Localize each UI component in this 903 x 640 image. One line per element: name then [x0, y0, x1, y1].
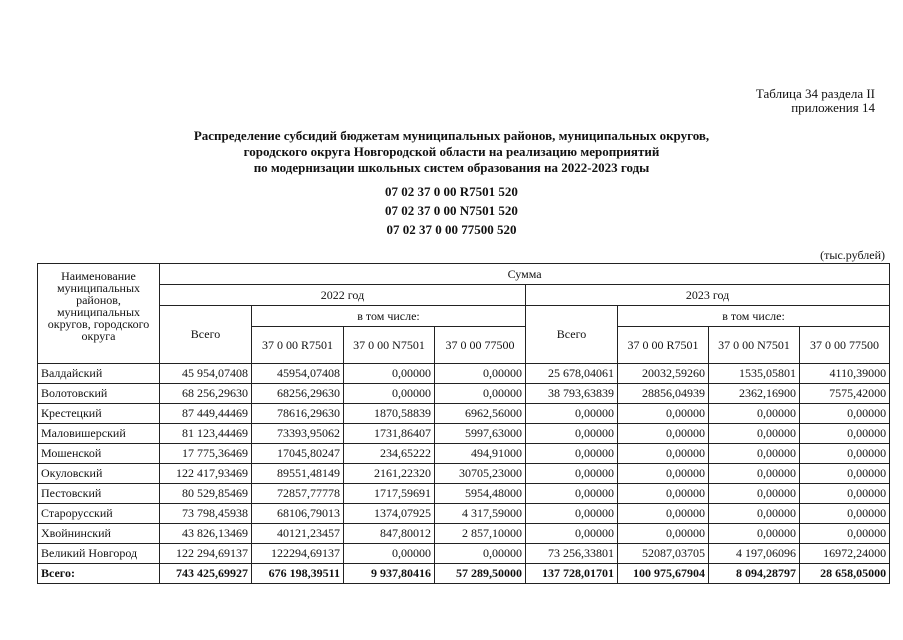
column-header-including-2022: в том числе:: [252, 306, 526, 327]
total-value: 137 728,01701: [526, 564, 618, 584]
cell-value: 0,00000: [526, 524, 618, 544]
district-name: Пестовский: [38, 484, 160, 504]
title-line-2: городского округа Новгородской области на реализацию мероприятий: [243, 144, 660, 159]
column-header-sum: Сумма: [160, 264, 890, 285]
total-value: 100 975,67904: [618, 564, 709, 584]
cell-value: 2161,22320: [344, 464, 435, 484]
district-name: Крестецкий: [38, 404, 160, 424]
cell-value: 0,00000: [800, 504, 890, 524]
total-value: 743 425,69927: [160, 564, 252, 584]
budget-codes: [0, 182, 903, 239]
total-row: [38, 564, 890, 584]
column-header-n7501-2023: 37 0 00 N7501: [709, 327, 800, 364]
title-line-1: Распределение субсидий бюджетам муниципальных районов, муниципальных округов,: [193, 128, 710, 143]
column-header-total-2022: Всего: [160, 306, 252, 364]
cell-value: 0,00000: [618, 524, 709, 544]
cell-value: 30705,23000: [435, 464, 526, 484]
table-row: [38, 524, 890, 544]
cell-value: 122 294,69137: [160, 544, 252, 564]
cell-value: 0,00000: [618, 424, 709, 444]
cell-value: 0,00000: [435, 544, 526, 564]
table-row: [38, 484, 890, 504]
district-name: Хвойнинский: [38, 524, 160, 544]
column-header-r7501-2023: 37 0 00 R7501: [618, 327, 709, 364]
table-row: [38, 404, 890, 424]
reference-line-2: приложения 14: [791, 100, 875, 115]
column-header-year-2023: 2023 год: [526, 285, 890, 306]
cell-value: 16972,24000: [800, 544, 890, 564]
cell-value: 5954,48000: [435, 484, 526, 504]
subsidy-table: [37, 263, 890, 584]
cell-value: 2362,16900: [709, 384, 800, 404]
district-name: Старорусский: [38, 504, 160, 524]
budget-code-1: 07 02 37 0 00 R7501 520: [385, 184, 518, 199]
cell-value: 17045,80247: [252, 444, 344, 464]
cell-value: 0,00000: [800, 484, 890, 504]
budget-code-2: 07 02 37 0 00 N7501 520: [385, 203, 518, 218]
cell-value: 73 256,33801: [526, 544, 618, 564]
cell-value: 80 529,85469: [160, 484, 252, 504]
cell-value: 0,00000: [435, 384, 526, 404]
district-name: Маловишерский: [38, 424, 160, 444]
cell-value: 25 678,04061: [526, 364, 618, 384]
cell-value: 40121,23457: [252, 524, 344, 544]
cell-value: 68106,79013: [252, 504, 344, 524]
cell-value: 1535,05801: [709, 364, 800, 384]
column-header-including-2023: в том числе:: [618, 306, 890, 327]
cell-value: 847,80012: [344, 524, 435, 544]
cell-value: 20032,59260: [618, 364, 709, 384]
table-row: [38, 424, 890, 444]
cell-value: 45 954,07408: [160, 364, 252, 384]
cell-value: 0,00000: [709, 444, 800, 464]
district-name: Валдайский: [38, 364, 160, 384]
cell-value: 0,00000: [526, 504, 618, 524]
cell-value: 1731,86407: [344, 424, 435, 444]
table-row: [38, 384, 890, 404]
reference-line-1: Таблица 34 раздела II: [755, 86, 875, 101]
total-value: 9 937,80416: [344, 564, 435, 584]
cell-value: 89551,48149: [252, 464, 344, 484]
cell-value: 122294,69137: [252, 544, 344, 564]
cell-value: 0,00000: [618, 464, 709, 484]
district-name: Великий Новгород: [38, 544, 160, 564]
cell-value: 17 775,36469: [160, 444, 252, 464]
cell-value: 38 793,63839: [526, 384, 618, 404]
cell-value: 0,00000: [800, 424, 890, 444]
cell-value: 234,65222: [344, 444, 435, 464]
cell-value: 52087,03705: [618, 544, 709, 564]
budget-code-3: 07 02 37 0 00 77500 520: [386, 222, 517, 237]
total-label: Всего:: [38, 564, 160, 584]
cell-value: 7575,42000: [800, 384, 890, 404]
cell-value: 0,00000: [526, 444, 618, 464]
column-header-77500-2023: 37 0 00 77500: [800, 327, 890, 364]
cell-value: 45954,07408: [252, 364, 344, 384]
total-value: 8 094,28797: [709, 564, 800, 584]
cell-value: 2 857,10000: [435, 524, 526, 544]
total-value: 57 289,50000: [435, 564, 526, 584]
cell-value: 28856,04939: [618, 384, 709, 404]
cell-value: 0,00000: [344, 384, 435, 404]
table-row: [38, 444, 890, 464]
cell-value: 5997,63000: [435, 424, 526, 444]
cell-value: 0,00000: [618, 504, 709, 524]
cell-value: 87 449,44469: [160, 404, 252, 424]
document-title: [0, 128, 903, 239]
column-header-year-2022: 2022 год: [160, 285, 526, 306]
table-row: [38, 544, 890, 564]
cell-value: 68256,29630: [252, 384, 344, 404]
total-value: 676 198,39511: [252, 564, 344, 584]
cell-value: 78616,29630: [252, 404, 344, 424]
column-header-77500-2022: 37 0 00 77500: [435, 327, 526, 364]
cell-value: 1717,59691: [344, 484, 435, 504]
cell-value: 0,00000: [526, 484, 618, 504]
cell-value: 122 417,93469: [160, 464, 252, 484]
cell-value: 1870,58839: [344, 404, 435, 424]
cell-value: 0,00000: [800, 464, 890, 484]
cell-value: 73393,95062: [252, 424, 344, 444]
cell-value: 81 123,44469: [160, 424, 252, 444]
table-row: [38, 364, 890, 384]
document-reference: [756, 87, 875, 115]
cell-value: 0,00000: [618, 484, 709, 504]
district-name: Окуловский: [38, 464, 160, 484]
cell-value: 4110,39000: [800, 364, 890, 384]
cell-value: 4 317,59000: [435, 504, 526, 524]
cell-value: 0,00000: [526, 464, 618, 484]
title-line-3: по модернизации школьных систем образования на 2022-2023 годы: [253, 160, 650, 175]
cell-value: 0,00000: [526, 424, 618, 444]
cell-value: 0,00000: [800, 444, 890, 464]
column-header-name: Наименование муниципальных районов, муниципальных округов, городского округа: [38, 264, 160, 364]
total-value: 28 658,05000: [800, 564, 890, 584]
table-row: [38, 504, 890, 524]
column-header-r7501-2022: 37 0 00 R7501: [252, 327, 344, 364]
column-header-total-2023: Всего: [526, 306, 618, 364]
cell-value: 0,00000: [344, 544, 435, 564]
cell-value: 0,00000: [709, 424, 800, 444]
cell-value: 0,00000: [709, 484, 800, 504]
cell-value: 0,00000: [618, 444, 709, 464]
cell-value: 68 256,29630: [160, 384, 252, 404]
district-name: Мошенской: [38, 444, 160, 464]
cell-value: 0,00000: [800, 404, 890, 424]
cell-value: 0,00000: [709, 464, 800, 484]
cell-value: 0,00000: [618, 404, 709, 424]
cell-value: 0,00000: [344, 364, 435, 384]
cell-value: 73 798,45938: [160, 504, 252, 524]
unit-label: (тыс.рублей): [820, 248, 885, 262]
cell-value: 0,00000: [435, 364, 526, 384]
cell-value: 1374,07925: [344, 504, 435, 524]
cell-value: 6962,56000: [435, 404, 526, 424]
column-header-n7501-2022: 37 0 00 N7501: [344, 327, 435, 364]
cell-value: 4 197,06096: [709, 544, 800, 564]
district-name: Волотовский: [38, 384, 160, 404]
cell-value: 0,00000: [800, 524, 890, 544]
cell-value: 0,00000: [709, 524, 800, 544]
cell-value: 0,00000: [709, 404, 800, 424]
table-row: [38, 464, 890, 484]
cell-value: 43 826,13469: [160, 524, 252, 544]
cell-value: 0,00000: [709, 504, 800, 524]
cell-value: 72857,77778: [252, 484, 344, 504]
cell-value: 0,00000: [526, 404, 618, 424]
cell-value: 494,91000: [435, 444, 526, 464]
